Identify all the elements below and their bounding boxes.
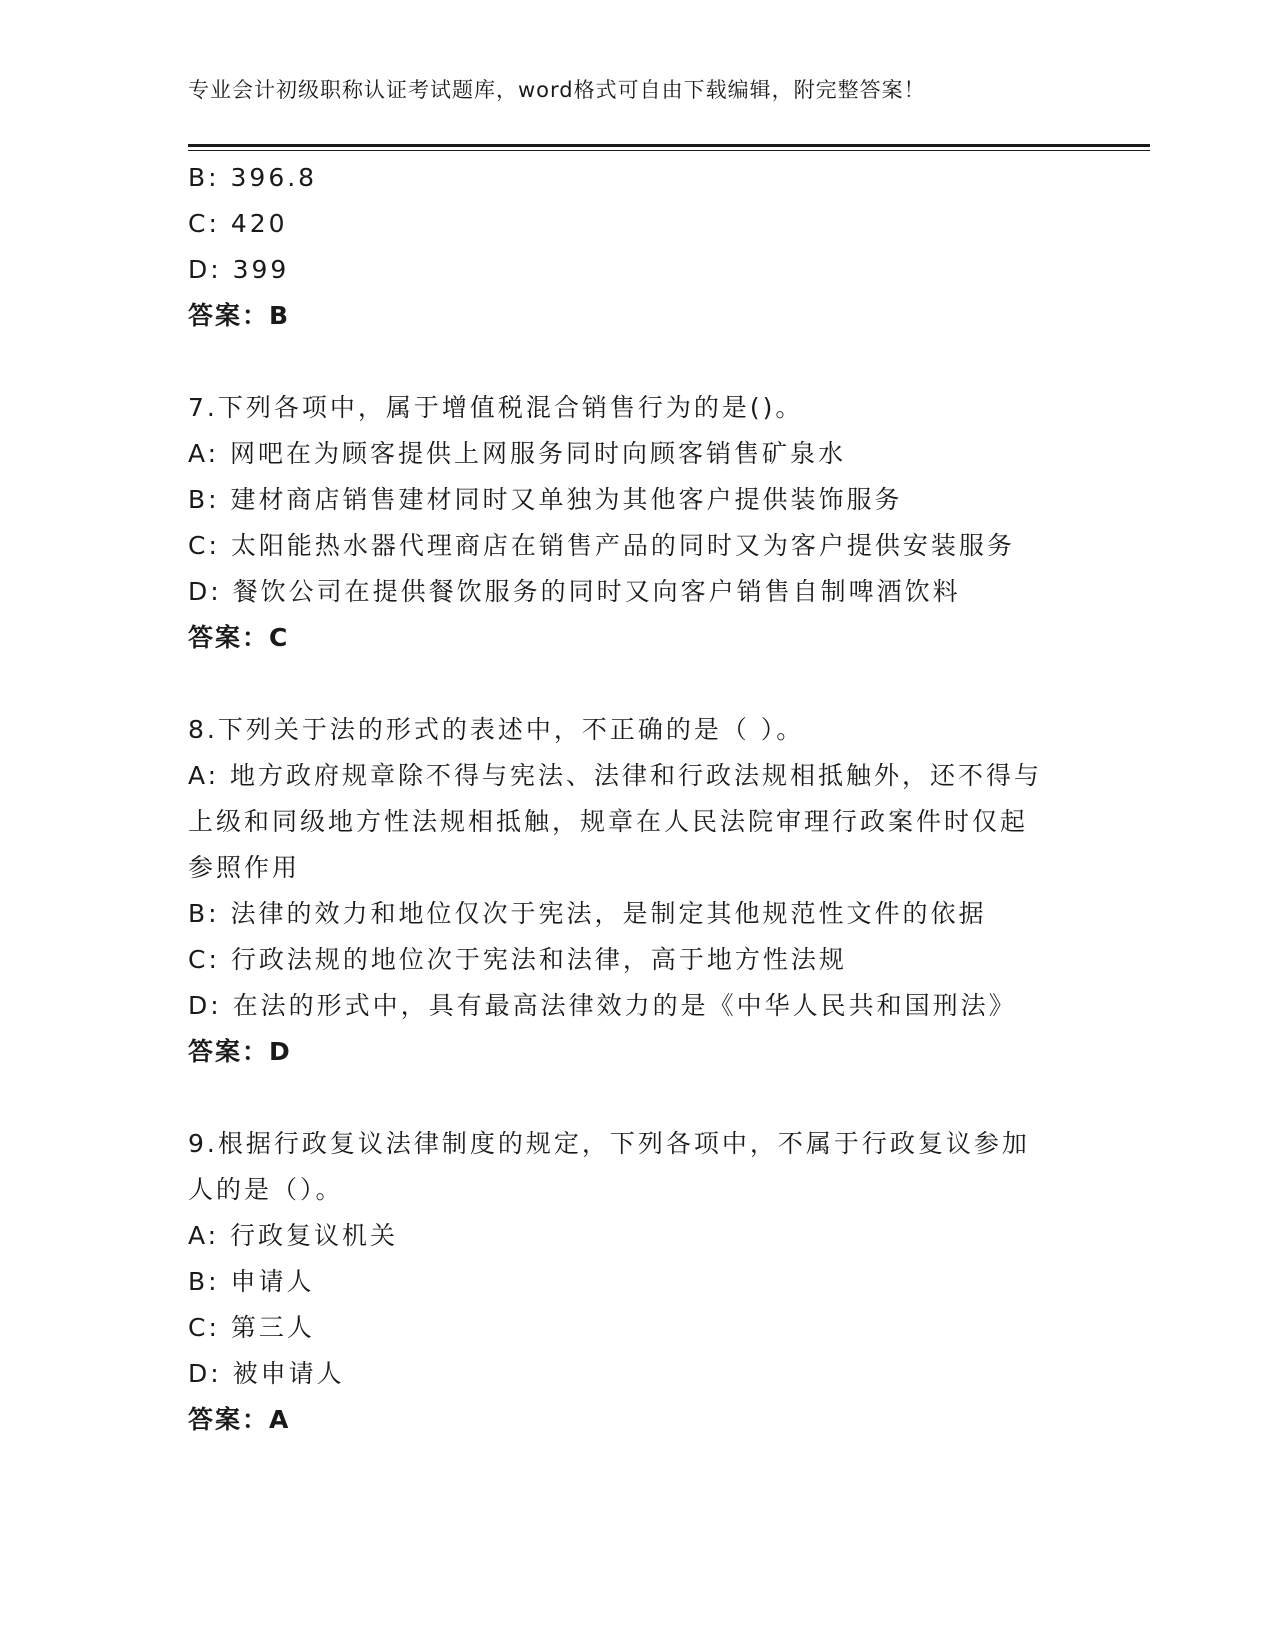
spacer <box>188 1075 1088 1121</box>
question-8 <box>188 707 1088 1075</box>
spacer <box>188 661 1088 707</box>
question-7 <box>188 385 1088 661</box>
option-c: C: 420 <box>188 209 288 238</box>
previous-question-tail <box>188 155 1088 339</box>
option-d: D: 餐饮公司在提供餐饮服务的同时又向客户销售自制啤酒饮料 <box>188 577 961 606</box>
answer-line: 答案：B <box>188 301 291 330</box>
option-c: C: 太阳能热水器代理商店在销售产品的同时又为客户提供安装服务 <box>188 531 1015 560</box>
question-9 <box>188 1121 1088 1443</box>
spacer <box>188 339 1088 385</box>
option-a: A: 行政复议机关 <box>188 1221 399 1250</box>
option-b: B: 396.8 <box>188 163 318 192</box>
document-body <box>188 155 1088 1443</box>
page-header: 专业会计初级职称认证考试题库，word格式可自由下载编辑，附完整答案！ <box>188 78 926 102</box>
option-d: D: 被申请人 <box>188 1359 345 1388</box>
option-b: B: 法律的效力和地位仅次于宪法，是制定其他规范性文件的依据 <box>188 899 987 928</box>
option-c: C: 第三人 <box>188 1313 315 1342</box>
option-c: C: 行政法规的地位次于宪法和法律，高于地方性法规 <box>188 945 847 974</box>
option-b: B: 建材商店销售建材同时又单独为其他客户提供装饰服务 <box>188 485 903 514</box>
answer-line: 答案：D <box>188 1037 292 1066</box>
option-a: A: 网吧在为顾客提供上网服务同时向顾客销售矿泉水 <box>188 439 847 468</box>
option-d: D: 399 <box>188 255 290 284</box>
option-a: A: 地方政府规章除不得与宪法、法律和行政法规相抵触外，还不得与上级和同级地方性法规相抵触，规章在人民法院审理行政案件时仅起参照作用 <box>188 761 1043 882</box>
answer-line: 答案：A <box>188 1405 291 1434</box>
option-b: B: 申请人 <box>188 1267 315 1296</box>
header-divider <box>188 144 1150 151</box>
question-stem: 7.下列各项中，属于增值税混合销售行为的是()。 <box>188 393 804 422</box>
question-stem: 8.下列关于法的形式的表述中，不正确的是（ ）。 <box>188 715 805 744</box>
option-d: D: 在法的形式中，具有最高法律效力的是《中华人民共和国刑法》 <box>188 991 1017 1020</box>
answer-line: 答案：C <box>188 623 290 652</box>
question-stem: 9.根据行政复议法律制度的规定，下列各项中，不属于行政复议参加人的是（）。 <box>188 1129 1030 1204</box>
